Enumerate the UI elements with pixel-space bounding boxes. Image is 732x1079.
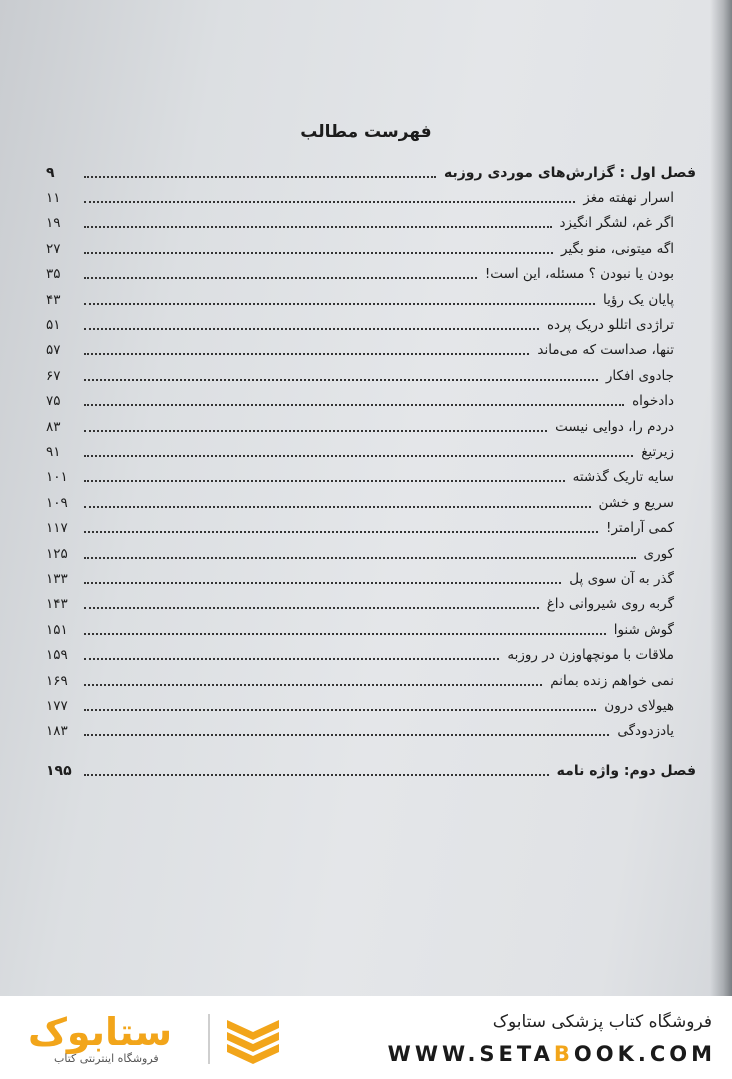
store-banner: [0, 996, 732, 1079]
chapter-label: فصل اول : گزارش‌های موردی روزبه: [444, 164, 696, 181]
entry-label: اسرار نهفته مغز: [583, 190, 674, 207]
dot-leader: [84, 709, 596, 711]
toc-entry: [46, 465, 696, 490]
toc-entry: [46, 439, 696, 464]
toc-chapter-1: [46, 160, 696, 185]
entry-page: ۱۴۳: [46, 596, 68, 613]
toc-entry: [46, 363, 696, 388]
url-part: OOK.COM: [573, 1042, 716, 1066]
dot-leader: [84, 506, 591, 508]
entry-page: ۱۵۱: [46, 621, 68, 638]
dot-leader: [84, 277, 477, 279]
entry-label: کوری: [643, 545, 674, 562]
entry-label: کمی آرامتر!: [606, 520, 674, 537]
dot-leader: [84, 633, 606, 635]
page-edge-shadow: [710, 0, 732, 996]
url-highlight: B: [553, 1042, 574, 1066]
entry-label: ملاقات با مونچهاوزن در روزبه: [507, 647, 674, 664]
dot-leader: [84, 328, 539, 330]
entry-page: ۵۱: [46, 317, 61, 334]
store-url[interactable]: [388, 1042, 716, 1066]
toc-entry: [46, 719, 696, 744]
toc-entry: [46, 211, 696, 236]
entry-page: ۸۳: [46, 418, 61, 435]
entry-label: اگه میتونی، منو بگیر: [560, 240, 674, 257]
entry-label: گذر به آن سوی پل: [569, 570, 674, 587]
toc-chapter-2: [46, 758, 696, 783]
dot-leader: [84, 176, 436, 178]
entry-page: ۱۰۱: [46, 469, 68, 486]
logo-subtitle: فروشگاه اینترنتی کتاب: [54, 1052, 159, 1065]
entry-page: ۴۳: [46, 291, 61, 308]
toc-entry: [46, 566, 696, 591]
entry-page: ۷۵: [46, 393, 61, 410]
dot-leader: [84, 531, 598, 533]
toc-entry: [46, 338, 696, 363]
dot-leader: [84, 607, 539, 609]
logo-wordmark: ستابوک: [28, 1010, 173, 1054]
entry-label: دادخواه: [632, 393, 674, 410]
entry-page: ۱۲۵: [46, 545, 68, 562]
chapter-page: ۱۹۵: [46, 762, 72, 779]
toc-entry: [46, 389, 696, 414]
entry-page: ۲۷: [46, 240, 61, 257]
entry-page: ۶۷: [46, 367, 61, 384]
toc-entry: [46, 312, 696, 337]
entry-page: ۱۹: [46, 215, 61, 232]
dot-leader: [84, 658, 499, 660]
toc-entry: [46, 490, 696, 515]
toc-entry: [46, 693, 696, 718]
dot-leader: [84, 734, 609, 736]
entry-label: سایه تاریک گذشته: [572, 469, 674, 486]
entry-label: گوش شنوا: [613, 621, 674, 638]
entry-page: ۱۷۷: [46, 697, 68, 714]
table-of-contents: [46, 160, 696, 783]
chapter-page: ۹: [46, 164, 55, 181]
toc-entry: [46, 642, 696, 667]
toc-entry: [46, 668, 696, 693]
entry-page: ۱۰۹: [46, 494, 68, 511]
url-part: WWW.SETA: [387, 1042, 554, 1066]
entry-page: ۱۵۹: [46, 647, 68, 664]
toc-entry: [46, 236, 696, 261]
logo-divider: [208, 1014, 210, 1064]
dot-leader: [84, 430, 547, 432]
entry-label: زیرتیغ: [641, 443, 674, 460]
dot-leader: [84, 252, 553, 254]
toc-entry: [46, 414, 696, 439]
toc-entry: [46, 262, 696, 287]
entry-label: پایان یک رؤیا: [603, 291, 674, 308]
dot-leader: [84, 774, 549, 776]
entry-page: ۳۵: [46, 266, 61, 283]
entry-page: ۱۶۹: [46, 672, 68, 689]
store-logo[interactable]: [18, 1008, 288, 1068]
toc-entry: [46, 592, 696, 617]
dot-leader: [84, 480, 565, 482]
chevron-stack-icon: [223, 1016, 283, 1066]
dot-leader: [84, 379, 598, 381]
dot-leader: [84, 455, 633, 457]
entry-label: بودن یا نبودن ؟ مسئله، این است!: [484, 266, 674, 283]
toc-entry: [46, 287, 696, 312]
entry-label: سریع و خشن: [598, 494, 674, 511]
toc-entry: [46, 617, 696, 642]
entry-label: دردم را، دوایی نیست: [555, 418, 674, 435]
entry-page: ۱۱: [46, 190, 61, 207]
entry-page: ۵۷: [46, 342, 61, 359]
entry-label: نمی خواهم زنده بمانم: [550, 672, 674, 689]
toc-title: فهرست مطالب: [300, 122, 432, 142]
entry-label: تراژدی اتللو دریک پرده: [546, 317, 674, 334]
dot-leader: [84, 226, 552, 228]
entry-page: ۱۳۳: [46, 570, 68, 587]
dot-leader: [84, 303, 595, 305]
chapter-label: فصل دوم: واژه نامه: [556, 762, 696, 779]
entry-page: ۱۱۷: [46, 520, 68, 537]
entry-page: ۹۱: [46, 443, 61, 460]
store-name: فروشگاه کتاب پزشکی ستابوک: [492, 1012, 712, 1032]
toc-entry: [46, 185, 696, 210]
entry-label: جادوی افکار: [605, 367, 674, 384]
entry-label: تنها، صداست که می‌ماند: [537, 342, 674, 359]
entry-label: هیولای درون: [604, 697, 674, 714]
entry-page: ۱۸۳: [46, 723, 68, 740]
toc-entry: [46, 541, 696, 566]
toc-entry: [46, 515, 696, 540]
dot-leader: [84, 353, 529, 355]
dot-leader: [84, 201, 575, 203]
dot-leader: [84, 404, 624, 406]
entry-label: گربه روی شیروانی داغ: [546, 596, 674, 613]
entry-label: اگر غم، لشگر انگیزد: [559, 215, 674, 232]
dot-leader: [84, 557, 636, 559]
entry-label: یادزدودگی: [617, 723, 674, 740]
dot-leader: [84, 582, 561, 584]
dot-leader: [84, 684, 542, 686]
